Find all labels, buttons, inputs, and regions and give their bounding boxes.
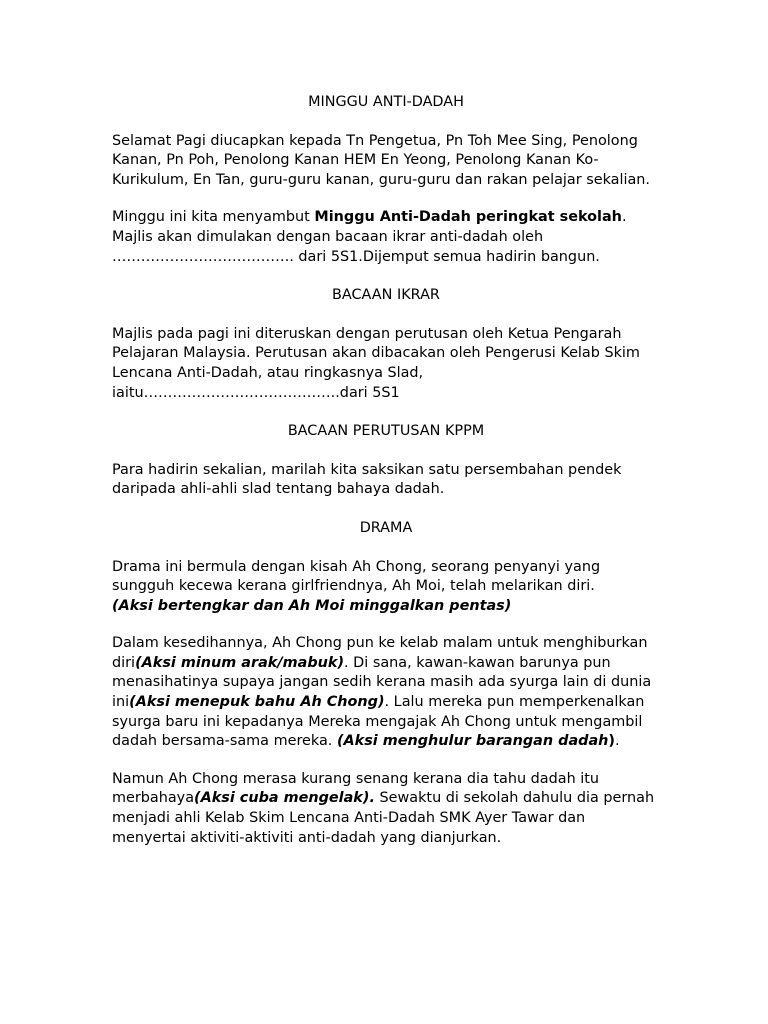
heading-bacaan-ikrar: BACAAN IKRAR <box>332 287 440 304</box>
opening-text-2: . Majlis akan dimulakan dengan bacaan ikrar anti-dadah oleh ……………………………….. dari 5S1.Dijemput semua hadirin bangun. <box>112 209 627 265</box>
stage-direction-3: (Aksi menepuk bahu Ah Chong) <box>129 694 385 711</box>
drama-text-2d: . <box>615 733 620 750</box>
document-page <box>112 93 660 848</box>
drama-text-3b: Sewaktu di sekolah dahulu dia pernah menjadi ahli Kelab Skim Lencana Anti-Dadah SMK Ayer Tawar dan menyertai aktiviti-aktiviti anti-dadah yang dianjurkan. <box>112 790 655 846</box>
drama-text-2a: Dalam kesedihannya, Ah Chong pun ke kelab malam untuk menghiburkan diri <box>112 635 648 671</box>
drama-text-3a: Namun Ah Chong merasa kurang senang kerana dia tahu dadah itu merbahaya <box>112 770 600 807</box>
drama-intro-paragraph: Para hadirin sekalian, marilah kita saksikan satu persembahan pendek daripada ahli-ahli slad tentang bahaya dadah. <box>112 461 622 498</box>
greeting-paragraph: Selamat Pagi diucapkan kepada Tn Pengetua, Pn Toh Mee Sing, Penolong Kanan, Pn Poh, Penolong Kanan HEM En Yeong, Penolong Kanan Ko-Kurikulum, En Tan, guru-guru kanan, guru-guru dan rakan pelajar sekalian. <box>112 132 650 188</box>
heading-drama: DRAMA <box>359 519 413 536</box>
drama-text-2b: . Di sana, kawan-kawan barunya pun menasihatinya supaya jangan sedih kerana masih ada syurga lain di dunia ini <box>112 654 652 711</box>
event-name: Minggu Anti-Dadah peringkat sekolah <box>314 209 622 226</box>
drama-text-1: Drama ini bermula dengan kisah Ah Chong, seorang penyanyi yang sungguh kecewa kerana girlfriendnya, Ah Moi, telah melarikan diri. <box>112 558 601 595</box>
document-title: MINGGU ANTI-DADAH <box>308 94 464 110</box>
closing-paren: ) <box>608 733 615 750</box>
perutusan-paragraph: Majlis pada pagi ini diteruskan dengan perutusan oleh Ketua Pengarah Pelajaran Malaysia. Perutusan akan dibacakan oleh Pengerusi Kelab Skim Lencana Anti-Dadah, atau ringkasnya Slad, iaitu…………………………………..dari 5S1 <box>112 325 640 401</box>
drama-paragraph-3 <box>112 770 660 848</box>
stage-direction-1: (Aksi bertengkar dan Ah Moi minggalkan pentas) <box>112 597 512 614</box>
opening-text-1: Minggu ini kita menyambut <box>112 209 315 226</box>
stage-direction-5: (Aksi cuba mengelak). <box>194 790 375 807</box>
stage-direction-4: (Aksi menghulur barangan dadah <box>336 733 609 750</box>
heading-bacaan-perutusan: BACAAN PERUTUSAN KPPM <box>287 423 485 440</box>
stage-direction-2: (Aksi minum arak/mabuk) <box>135 654 345 671</box>
opening-paragraph <box>112 208 660 267</box>
drama-paragraph-1 <box>112 558 660 617</box>
drama-text-2c: . Lalu mereka pun memperkenalkan syurga baru ini kepadanya Mereka mengajak Ah Chong untuk mengambil dadah bersama-sama mereka. <box>112 694 645 750</box>
drama-paragraph-2 <box>112 634 660 752</box>
